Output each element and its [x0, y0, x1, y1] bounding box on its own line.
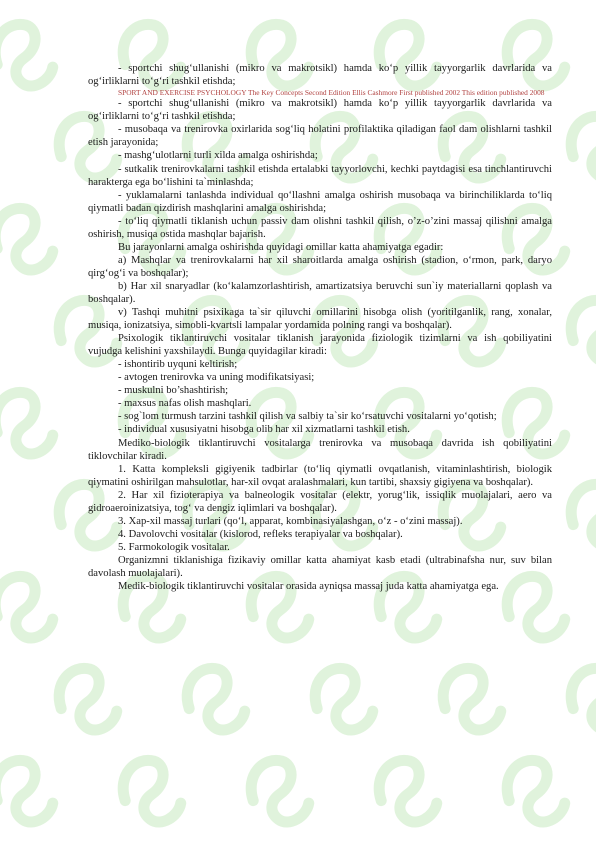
paragraph: Psixologik tiklantiruvchi vositalar tiklanish jarayonida fiziologik tizimlarni va ish qobiliyatini vujudga kelishini yaxshilaydi. Bunga quyidagilar kiradi: — [88, 333, 552, 358]
paragraph: - yuklamalarni tanlashda individual qo‘llashni amalga oshirish musobaqa va birinchiliklarda to‘liq qiymatli badan qizdirish mashqlarini amalga oshirishda; — [88, 189, 552, 214]
paragraph: v) Tashqi muhitni psixikaga ta`sir qiluvchi omillarini hisobga olish (yoritilganlik, rang, xonalar, musiqa, ionizatsiya, simobli-kvartsli lampalar yordamida polning rangi va boshqalar). — [88, 307, 552, 332]
paragraph: - to‘liq qiymatli tiklanish uchun passiv dam olishni tashkil qilish, o’z-o’zini massaj qilishni amalga oshirish, musiqa ostida mashqlar bajarish. — [88, 215, 552, 240]
paragraph: 5. Farmokologik vositalar. — [118, 541, 230, 553]
paragraph: Organizmni tiklanishiga fizikaviy omillar katta ahamiyat kasb etadi (ultrabinafsha nur, suv bilan davolash muolajalari). — [88, 554, 552, 579]
paragraph: a) Mashqlar va trenirovkalarni har xil sharoitlarda amalga oshirish (stadion, o‘rmon, park, daryo qirg‘og‘i va boshqalar); — [88, 254, 552, 279]
document-page — [88, 62, 552, 593]
paragraph: - ishontirib uyquni keltirish; — [118, 359, 238, 371]
paragraph: Bu jarayonlarni amalga oshirishda quyidagi omillar katta ahamiyatga egadir: — [118, 241, 444, 253]
paragraph: - sportchi shug‘ullanishi (mikro va makrotsikl) hamda ko‘p yillik tayyorgarlik davrlarida va og‘irliklarni to‘g‘ri tashkil etishda; — [88, 98, 552, 123]
paragraph: - muskulni bo’shashtirish; — [118, 385, 229, 397]
paragraph: - musobaqa va trenirovka oxirlarida sog‘liq holatini profilaktika qiladigan faol dam olishlarni tashkil etish jarayonida; — [88, 124, 552, 149]
paragraph: 1. Katta kompleksli gigiyenik tadbirlar (to‘liq qiymatli ovqatlanish, vitaminlashtirish, biologik qiymatini oshirilgan mahsulotlar, har-xil ovqat aralashmalari, kun tartibi, shaxsiy gigiyena va boshqalar). — [88, 463, 552, 488]
paragraph: - sog`lom turmush tarzini tashkil qilish va salbiy ta`sir ko‘rsatuvchi vositalarni yo‘qotish; — [118, 411, 497, 423]
paragraph: - sportchi shug‘ullanishi (mikro va makrotsikl) hamda ko‘p yillik tayyorgarlik davrlarida va og‘irliklarni to‘g‘ri tashkil etishda; — [88, 63, 552, 88]
paragraph: Mediko-biologik tiklantiruvchi vositalarga trenirovka va musobaqa davrida ish qobiliyatini tiklovchilar kiradi. — [88, 437, 552, 462]
paragraph: - maxsus nafas olish mashqlari. — [118, 398, 252, 410]
paragraph: - mashg‘ulotlarni turli xilda amalga oshirishda; — [118, 150, 318, 162]
paragraph: - individual xususiyatni hisobga olib har xil xizmatlarni tashkil etish. — [118, 424, 410, 436]
paragraph: Medik-biologik tiklantiruvchi vositalar orasida ayniqsa massaj juda katta ahamiyatga ega. — [118, 581, 499, 593]
paragraph: 2. Har xil fizioterapiya va balneologik vositalar (elektr, yorug‘lik, issiqlik muolajalari, aero va gidroaeroinizatsiya, tog‘ va dengiz iqlimlari va boshqalar). — [88, 489, 552, 514]
source-note: SPORT AND EXERCISE PSYCHOLOGY The Key Concepts Second Edition Ellis Cashmore First published 2002 This edition published 2008 — [118, 88, 545, 98]
paragraph: 4. Davolovchi vositalar (kislorod, refleks terapiyalar va boshqalar). — [118, 528, 403, 540]
paragraph: - avtogen trenirovka va uning modifikatsiyasi; — [118, 372, 315, 384]
paragraph: - sutkalik trenirovkalarni tashkil etishda ertalabki tayyorlovchi, kechki paytdagisi esa tinchlantiruvchi harakterga ega bo‘lishini ta`minlashda; — [88, 163, 552, 188]
paragraph: b) Har xil snaryadlar (ko‘kalamzorlashtirish, amartizatsiya beruvchi sun`iy materiallarni qoplash va boshqalar). — [88, 280, 552, 305]
paragraph: 3. Xap-xil massaj turlari (qo‘l, apparat, kombinasiyalashgan, o‘z - o‘zini massaj). — [118, 515, 463, 527]
